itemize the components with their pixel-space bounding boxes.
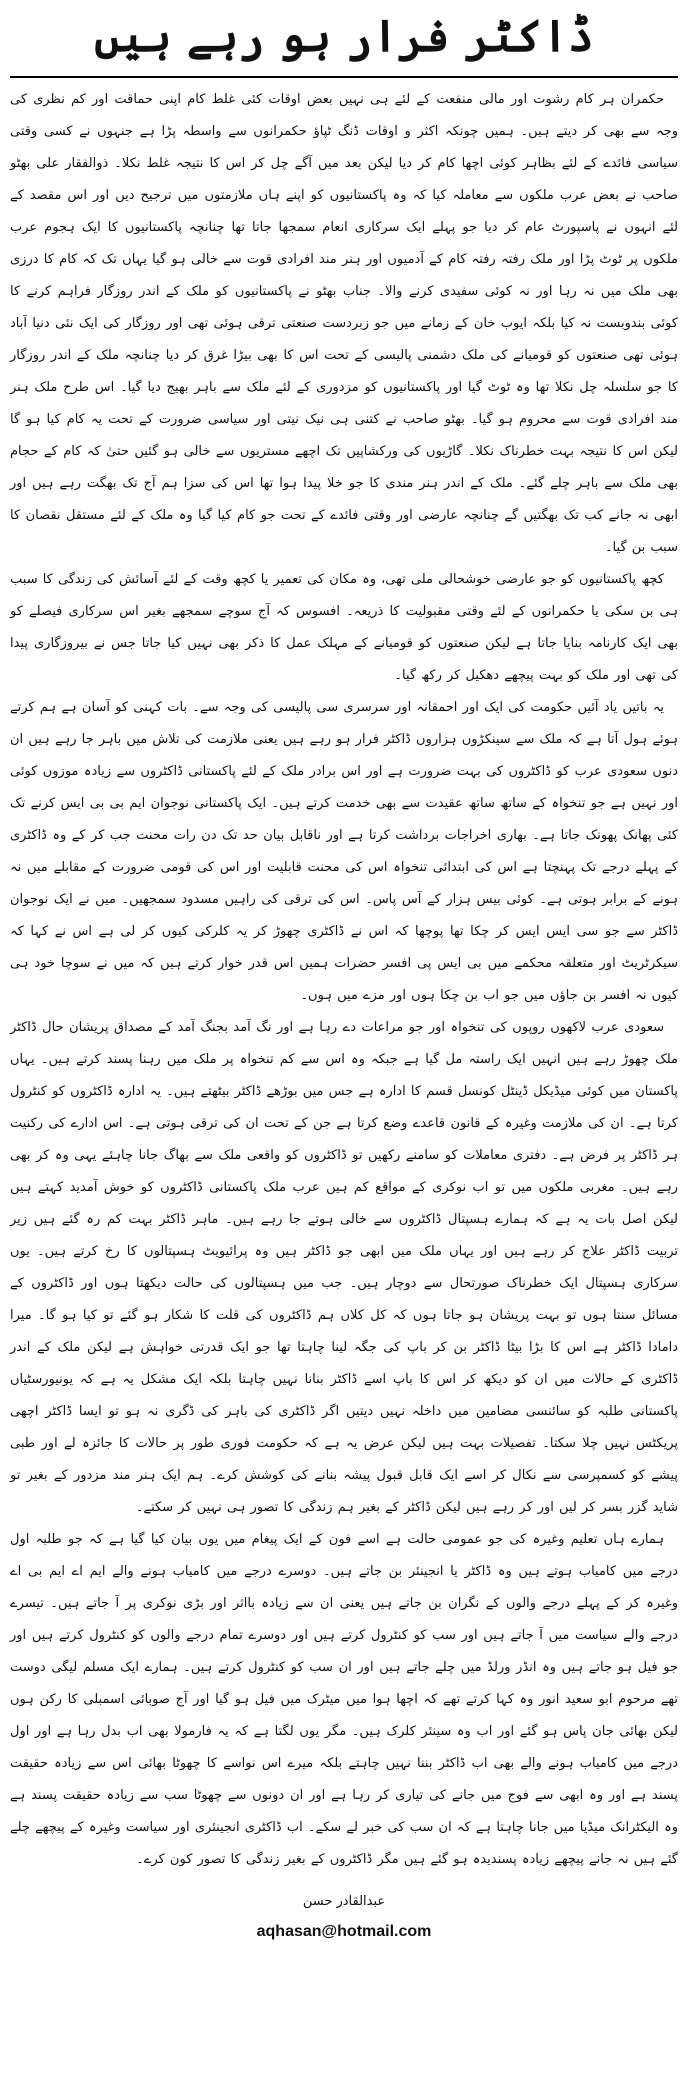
paragraph-4: سعودی عرب لاکھوں روپوں کی تنخواہ اور جو مراعات دے رہا ہے اور نگ آمد بجنگ آمد کے مصداق پریشان حال ڈاکٹر ملک چھوڑ رہے ہیں انہیں ایک راستہ مل گیا ہے جبکہ وہ اس سے کم تنخواہ پر ملک میں رہنا پسند کرتے ہیں۔ یہاں پاکستان میں کوئی میڈیکل ڈینٹل کونسل قسم کا ادارہ ہے جس میں بوڑھے ڈاکٹر بیٹھتے ہیں۔ یہ ادارہ ڈاکٹروں کو کنٹرول کرتا ہے۔ ان کی ملازمت وغیرہ کے قانون قاعدے وضع کرتا ہے جن کے تحت ان کی ترقی ہوتی ہے۔ اس ادارے کی رکنیت ہر ڈاکٹر پر فرض ہے۔ دفتری معاملات کو سامنے رکھیں تو ڈاکٹروں کو واقعی ملک سے بھاگ جانا چاہئے یہی وہ کر بھی رہے ہیں۔ مغربی ملکوں میں تو اب نوکری کے مواقع کم ہیں عرب ملک پاکستانی ڈاکٹروں کو خوش آمدید کہتے ہیں لیکن اصل بات یہ ہے کہ ہمارے ہسپتال ڈاکٹروں سے خالی ہوتے جا رہے ہیں۔ ماہر ڈاکٹر بہت کم رہ گئے ہیں زیر تربیت ڈاکٹر علاج کر رہے ہیں اور یہاں ملک میں ابھی جو ڈاکٹر ہیں وہ پرائیویٹ ہسپتالوں کا رخ کرتے ہیں۔ یوں سرکاری ہسپتال ایک خطرناک صورتحال سے دوچار ہیں۔ جب میں ہسپتالوں کی حالت دیکھتا ہوں اور ڈاکٹروں کے مسائل سنتا ہوں تو بہت پریشان ہو جاتا ہوں کہ کل کلاں ہم ڈاکٹروں کی قلت کا شکار ہو گئے تو کیا ہو گا۔ میرا دامادا ڈاکٹر ہے اس کا بڑا بیٹا ڈاکٹر بن کر باپ کی جگہ لینا چاہتا تھا جو ایک قدرتی خواہش ہے لیکن ملک کے اندر ڈاکٹری کے حالات میں ان کو دیکھ کر اس کا باپ اسے ڈاکٹر بنانا نہیں چاہتا بلکہ ایک مشکل یہ ہے کہ یونیورسٹیاں پاکستانی طلبہ کو سائنسی مضامین میں داخلہ نہیں دیتیں اگر ڈاکٹری کی باہر کی ڈگری نہ ہو تو ایسا ڈاکٹر اچھی پریکٹس نہیں چلا سکتا۔ تفصیلات بہت ہیں لیکن عرض یہ ہے کہ حکومت فوری طور پر حالات کا جائزہ لے اور طبی پیشے کو کسمپرسی سے نکال کر اسے ایک قابل قبول پیشہ بنانے کی کوشش کرے۔ ہم ایک ہنر مند مزدور کے بغیر تو شاید گزر بسر کر لیں اور کر رہے ہیں لیکن ڈاکٹر کے بغیر ہم زندگی کا تصور ہی نہیں کر سکتے۔ — [10, 1020, 678, 1515]
author-name: عبدالقادر حسن — [302, 1894, 386, 1909]
paragraph-3: یہ باتیں یاد آئیں حکومت کی ایک اور احمقانہ اور سرسری سی پالیسی کی وجہ سے۔ بات کہنی کو آسان ہے ہم کرتے ہوئے ہول آتا ہے کہ ملک سے سینکڑوں ہزاروں ڈاکٹر فرار ہو رہے ہیں یعنی ملازمت کی تلاش میں باہر جا رہے ہیں ان دنوں سعودی عرب کو ڈاکٹروں کی بہت ضرورت ہے اور اس برادر ملک کے لئے پاکستانی ڈاکٹروں سے زیادہ موزوں کوئی اور نہیں ہے جو تنخواہ کے ساتھ ساتھ عقیدت سے بھی خدمت کرتے ہیں۔ ایک پاکستانی نوجوان ایم بی بی ایس کرنے تک کئی پھانک پھونک جاتا ہے۔ بھاری اخراجات برداشت کرتا ہے اور ناقابل بیان حد تک دن رات محنت جب کر کے وہ ڈاکٹری کے پہلے درجے تک پہنچتا ہے اس کی ابتدائی تنخواہ اس کی محنت قابلیت اور اس کی قومی ضرورت کے مقابلے میں نہ ہونے کے برابر ہوتی ہے۔ کوئی بیس ہزار کے آس پاس۔ اس کی ترقی کی راہیں مسدود سمجھیں۔ میں نے ایک نوجوان ڈاکٹر سے جو سی ایس ایس کر چکا تھا پوچھا کہ اس نے ڈاکٹری چھوڑ کر یہ کلرکی کیوں کر لی ہے اس نے کہا کہ سیکرٹریٹ اور متعلقہ محکمے میں بی ایس پی افسر حضرات ہمیں اس قدر خوار کرتے ہیں کہ میں نے سوچا خود ہی کیوں نہ افسر بن جاؤں میں جو اب بن چکا ہوں اور مزے میں ہوں۔ — [10, 700, 678, 1003]
article-body — [10, 84, 678, 1876]
paragraph-1: حکمران ہر کام رشوت اور مالی منفعت کے لئے ہی نہیں بعض اوقات کئی غلط کام اپنی حماقت اور کم نظری کی وجہ سے بھی کر دیتے ہیں۔ ہمیں چونکہ اکثر و اوقات ڈنگ ٹپاؤ حکمرانوں سے واسطہ پڑا ہے جنہوں نے کسی وقتی سیاسی فائدے کے لئے بظاہر کوئی اچھا کام کر دیا لیکن بعد میں آگے چل کر اس کا نتیجہ غلط نکلا۔ ذوالفقار علی بھٹو صاحب نے بعض عرب ملکوں سے معاملہ کیا کہ وہ پاکستانیوں کو اپنے ہاں ملازمتوں میں ترجیح دیں اور اس مقصد کے لئے انہوں نے پاسپورٹ عام کر دیا جو پہلے ایک سرکاری انعام سمجھا جاتا تھا چنانچہ پاکستانیوں کا ایک ہجوم عرب ملکوں پر ٹوٹ پڑا اور ملک رفتہ رفتہ کام کے آدمیوں اور ہنر مند افرادی قوت سے خالی ہو گیا یہاں تک کہ کام کا درزی بھی ملک میں نہ رہا اور نہ کوئی سفیدی کرنے والا۔ جناب بھٹو نے پاکستانیوں کو ملک کے اندر روزگار فراہم کرنے کا کوئی بندوبست نہ کیا بلکہ ایوب خان کے زمانے میں جو زبردست صنعتی ترقی ہوئی تھی اور روزگار کی ایک نئی دنیا آباد ہوئی تھی صنعتوں کو قومیانے کی ملک دشمنی پالیسی کے تحت اس کا بھی بیڑا غرق کر دیا چنانچہ ملک کے اندر روزگار کا جو سلسلہ چل نکلا تھا وہ ٹوٹ گیا اور پاکستانیوں کو مزدوری کے لئے ملک سے باہر بھیج دیا گیا۔ اس طرح ملک ہنر مند افرادی قوت سے محروم ہو گیا۔ بھٹو صاحب نے کتنی ہی نیک نیتی اور سیاسی ضرورت کے تحت یہ کام کیا ہو گا لیکن اس کا نتیجہ بہت خطرناک نکلا۔ گاڑیوں کی ورکشاپیں تک اچھے مستریوں سے خالی ہو گئیں حتیٰ کہ کام کے حجام بھی ملک سے باہر چلے گئے۔ ملک کے اندر ہنر مندی کا جو خلا پیدا ہوا تھا اس کی سزا ہم آج تک بھگت رہے ہیں اور ابھی نہ جانے کب تک بھگتیں گے چنانچہ عارضی اور وقتی فائدے کے تحت جو کام کیا گیا وہ ملک کے لئے مستقل نقصان کا سبب بن گیا۔ — [10, 92, 678, 555]
article-title: ڈاکٹر فرار ہو رہے ہیں — [94, 11, 594, 62]
paragraph-5: ہمارے ہاں تعلیم وغیرہ کی جو عمومی حالت ہے اسے فون کے ایک پیغام میں یوں بیان کیا گیا ہے کہ جو طلبہ اول درجے میں کامیاب ہوتے ہیں وہ ڈاکٹر یا انجینئر بن جاتے ہیں۔ دوسرے درجے میں کامیاب ہونے والے ایم اے ایم بی اے وغیرہ کر کے پہلے درجے والوں کے نگران بن جاتے ہیں یعنی ان سے زیادہ بااثر اور بڑی نوکری پر آ جاتے ہیں۔ تیسرے درجے والے سیاست میں آ جاتے ہیں اور سب کو کنٹرول کرتے ہیں اور دوسرے تمام درجے والوں کو کنٹرول کرتے ہیں اور جو فیل ہو جاتے ہیں وہ انڈر ورلڈ میں چلے جاتے ہیں اور ان سب کو کنٹرول کرتے ہیں۔ ہمارے ایک مسلم لیگی دوست تھے مرحوم ابو سعید انور وہ کہا کرتے تھے کہ اچھا ہوا میں میٹرک میں فیل ہو گیا اور آج صوبائی اسمبلی کا رکن ہوں لیکن بھائی جان پاس ہو گئے اور اب وہ سینئر کلرک ہیں۔ مگر یوں لگتا ہے کہ یہ فارمولا بھی اب بدل رہا ہے اور اول درجے میں کامیاب ہونے والے بھی اب ڈاکٹر بننا نہیں چاہتے بلکہ میرے اس نواسے کا چھوٹا بھائی اس سے زیادہ حقیقت پسند ہے اور وہ ابھی سے فوج میں جانے کی تیاری کر رہا ہے اور ان دونوں سے چھوٹا سب سے زیادہ حقیقت پسند ہے وہ الیکٹرانک میڈیا میں جانا چاہتا ہے کہ ان سب کی خبر لے سکے۔ اب ڈاکٹری انجینئری اور سیاست وغیرہ کے پیچھے چلے گئے ہیں نہ جانے پیچھے زیادہ پسندیدہ ہو گئے ہیں مگر ڈاکٹروں کے بغیر زندگی کا تصور کون کرے۔ — [10, 1532, 678, 1867]
author-email: aqhasan@hotmail.com — [256, 1923, 432, 1940]
title-underline — [10, 76, 678, 78]
paragraph-2: کچھ پاکستانیوں کو جو عارضی خوشحالی ملی تھی، وہ مکان کی تعمیر یا کچھ وقت کے لئے آسائش کی زندگی کا سبب ہی بن سکی یا حکمرانوں کے لئے وقتی مقبولیت کا ذریعہ۔ افسوس کہ آج سوچے سمجھے بغیر اس سرکاری فیصلے کو بھی ایک کارنامہ بنایا جاتا ہے لیکن صنعتوں کو قومیانے کے مہلک عمل کا ذکر بھی نہیں کیا جاتا جس نے بیروزگاری پیدا کی تھی اور ملک کو بہت پیچھے دھکیل کر رکھ گیا۔ — [10, 572, 678, 683]
